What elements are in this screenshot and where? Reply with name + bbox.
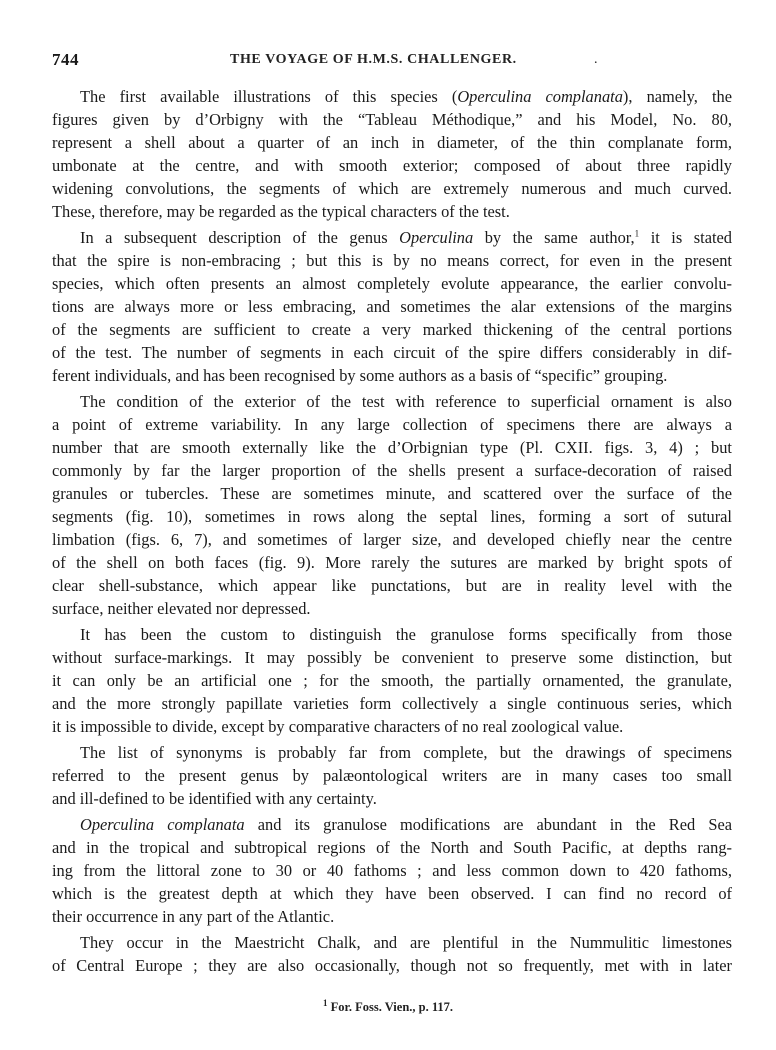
text-line: surface, neither elevated nor depressed. — [52, 599, 311, 618]
text-line: of the segments are sufficient to create a very marked thickening of the central portions — [52, 320, 732, 339]
italic-taxon-name: Operculina complanata — [457, 87, 623, 106]
text-line: of the shell on both faces (fig. 9). More rarely the sutures are marked by bright spots of — [52, 553, 732, 572]
paragraph — [52, 85, 732, 223]
text-line: number that are smooth externally like the d’Orbignian type (Pl. CXII. figs. 3, 4) ; but — [52, 438, 732, 457]
text-line: of the test. The number of segments in each circuit of the spire differs considerably in dif- — [52, 343, 732, 362]
text-line: ferent individuals, and has been recognised by some authors as a basis of “specific” grouping. — [52, 366, 668, 385]
paragraph — [52, 813, 732, 928]
page-header — [52, 50, 732, 74]
text-line: Operculina complanata and its granulose modifications are abundant in the Red Sea — [80, 815, 732, 834]
text-line: of Central Europe ; they are also occasionally, though not so frequently, met with in later — [52, 956, 732, 975]
paragraph — [52, 390, 732, 620]
text-line: figures given by d’Orbigny with the “Tableau Méthodique,” and his Model, No. 80, — [52, 110, 732, 129]
text-line: it can only be an artificial one ; for the smooth, the partially ornamented, the granulate, — [52, 671, 732, 690]
paragraph — [52, 741, 732, 810]
text-line: species, which often presents an almost completely evolute appearance, the earlier convolu- — [52, 274, 732, 293]
italic-taxon-name: Operculina — [399, 228, 474, 247]
page-number: 744 — [52, 50, 79, 69]
text-line: and in the tropical and subtropical regions of the North and South Pacific, at depths rang- — [52, 838, 732, 857]
footnote-marker: 1 — [322, 997, 328, 1008]
text-line: They occur in the Maestricht Chalk, and are plentiful in the Nummulitic limestones — [80, 933, 732, 952]
text-line: The list of synonyms is probably far from complete, but the drawings of specimens — [80, 743, 732, 762]
text-line: represent a shell about a quarter of an inch in diameter, of the thin complanate form, — [52, 133, 732, 152]
text-line: widening convolutions, the segments of which are extremely numerous and much curved. — [52, 179, 732, 198]
paragraph — [52, 931, 732, 977]
text-line: The first available illustrations of this species (Operculina complanata), namely, the — [80, 87, 732, 106]
text-line: tions are always more or less embracing, and sometimes the alar extensions of the margins — [52, 297, 732, 316]
text-line: The condition of the exterior of the test with reference to superficial ornament is also — [80, 392, 732, 411]
text-line: limbation (figs. 6, 7), and sometimes of larger size, and developed chiefly near the centre — [52, 530, 732, 549]
text-line: granules or tubercles. These are sometimes minute, and scattered over the surface of the — [52, 484, 732, 503]
italic-taxon-name: Operculina complanata — [80, 815, 245, 834]
body-text — [52, 85, 732, 977]
text-line: that the spire is non-embracing ; but this is by no means correct, for even in the present — [52, 251, 732, 270]
text-line: ing from the littoral zone to 30 or 40 fathoms ; and less common down to 420 fathoms, — [52, 861, 732, 880]
text-line: umbonate at the centre, and with smooth exterior; composed of about three rapidly — [52, 156, 732, 175]
text-line: commonly by far the larger proportion of the shells present a surface-decoration of raised — [52, 461, 732, 480]
text-line: segments (fig. 10), sometimes in rows along the septal lines, forming a sort of sutural — [52, 507, 732, 526]
text-line: referred to the present genus by palæontological writers are in many cases too small — [52, 766, 732, 785]
text-line: which is the greatest depth at which they have been observed. I can find no record of — [52, 884, 732, 903]
text-line: It has been the custom to distinguish the granulose forms specifically from those — [80, 625, 732, 644]
running-title: THE VOYAGE OF H.M.S. CHALLENGER. — [230, 52, 517, 67]
text-line: In a subsequent description of the genus Operculina by the same author,$^1$ it is stated — [80, 228, 732, 247]
stray-mark: . — [594, 52, 598, 67]
footnote-reference: 1 — [634, 228, 640, 239]
footnote — [0, 997, 776, 1015]
text-line: it is impossible to divide, except by comparative characters of no real zoological value. — [52, 717, 624, 736]
paragraph — [52, 226, 732, 387]
footnote-text: For. Foss. Vien., p. 117. — [330, 1000, 454, 1014]
text-line: and ill-defined to be identified with any certainty. — [52, 789, 377, 808]
text-line: clear shell-substance, which appear like punctations, but are in reality level with the — [52, 576, 732, 595]
text-line: These, therefore, may be regarded as the typical characters of the test. — [52, 202, 510, 221]
paragraph — [52, 623, 732, 738]
text-line: and the more strongly papillate varieties form collectively a single continuous series, which — [52, 694, 732, 713]
text-line: a point of extreme variability. In any large collection of specimens there are always a — [52, 415, 732, 434]
text-line: without surface-markings. It may possibly be convenient to preserve some distinction, but — [52, 648, 732, 667]
text-line: their occurrence in any part of the Atlantic. — [52, 907, 335, 926]
